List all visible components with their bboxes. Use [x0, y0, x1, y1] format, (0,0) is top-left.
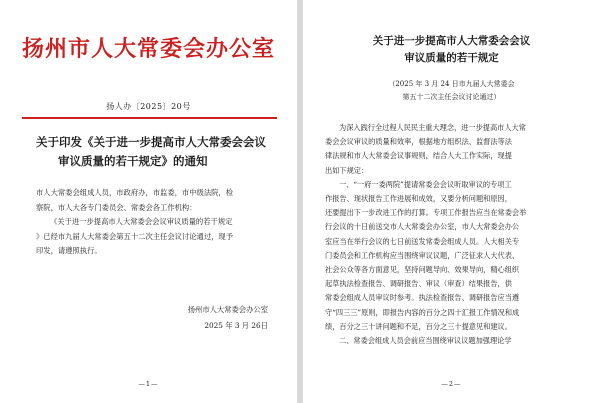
regulation-heading-line-1: 关于进一步提高市人大常委会会议	[372, 35, 531, 47]
body-line: 一、“一府一委两院”提请常委会会议听取审议的专项工	[339, 179, 512, 189]
body-line: 行会议的十日前送交市人大常委会办公室，市人大常委会办公	[325, 222, 520, 232]
body-line: 绩，百分之三十讲问题和不足，百分之三十提意见和建议。	[325, 321, 512, 331]
page-number: —1—	[138, 380, 159, 388]
body-line: 守“四三三”原则，即报告内容的百分之四十汇报工作情况和成	[325, 307, 520, 317]
body-line: 《关于进一步提高市人大常委会会议审议质量的若干规定	[50, 217, 233, 226]
signature-org: 扬州市人大常委会办公室	[187, 305, 268, 314]
body-line: 》已经市九届人大常委会第五十二次主任会议讨论通过，现予	[36, 231, 234, 241]
document-page-2	[303, 0, 600, 403]
body-line: 社会公众等各方面意见，坚持问题导向、效果导向，精心组织	[325, 265, 520, 275]
notice-heading	[36, 133, 276, 171]
regulation-body	[325, 121, 581, 348]
notice-heading-line-2: 审议质量的若干规定》的通知	[58, 154, 208, 168]
letterhead-title: 扬州市人大常委会办公室	[21, 36, 275, 62]
document-page-1	[0, 0, 297, 403]
body-line: 起草执法检查报告、调研报告、审议（审查）结果报告，供	[325, 279, 512, 289]
body-line: 还要提出下一步改进工作的打算。专项工作报告应当在常委会举	[325, 208, 527, 218]
body-line: 为深入践行全过程人民民主重大理念，进一步提高市人大常	[339, 123, 526, 132]
signature-date: 2025 年 3 月 26日	[204, 321, 268, 330]
body-line: 常委会组成人员审议时参考。执法检查报告、调研报告应当遵	[325, 293, 520, 303]
page-number: —2—	[441, 380, 462, 388]
body-line: 作报告、现状报告工作进展和成效，又要分析问题和原因，	[325, 194, 512, 204]
adoption-note	[303, 78, 600, 104]
regulation-heading	[303, 33, 600, 67]
body-line: 市人大常委会组成人员，市政府办，市监委，市中级法院，检	[36, 188, 234, 197]
body-line: 室应当在举行会议的七日前送发常委会组成人员。人大相关专	[325, 236, 520, 246]
notice-heading-line-1: 关于印发《关于进一步提高市人大常委会会议	[36, 135, 266, 149]
body-line: 门委员会和工作机构应当围绕审议议题，广泛征求人大代表、	[325, 250, 520, 260]
body-line: 律法规和市人大常委会议事规则，结合人大工作实际，现提	[325, 151, 512, 161]
body-line: 二、常委会组成人员会前应当围绕审议议题加强理论学	[339, 336, 512, 346]
body-line: 出如下规定：	[325, 165, 369, 175]
letterhead-divider	[22, 117, 277, 119]
body-line: 委会会议审议的质量和效率，根据地方组织法、监督法等法	[325, 137, 512, 147]
adoption-note-line-1: （2025 年 3 月 24 日市九届人大常委会	[388, 80, 515, 88]
body-line: 印发，请遵照执行。	[36, 246, 102, 255]
regulation-heading-line-2: 审议质量的若干规定	[404, 52, 499, 64]
document-number: 扬人办〔2025〕20号	[106, 102, 191, 111]
signature-block	[138, 302, 268, 334]
notice-body	[36, 186, 276, 259]
body-line: 察院，市人大各专门委员会、常委会各工作机构：	[36, 202, 197, 212]
adoption-note-line-2: 第五十二次主任会议讨论通过）	[402, 93, 501, 101]
